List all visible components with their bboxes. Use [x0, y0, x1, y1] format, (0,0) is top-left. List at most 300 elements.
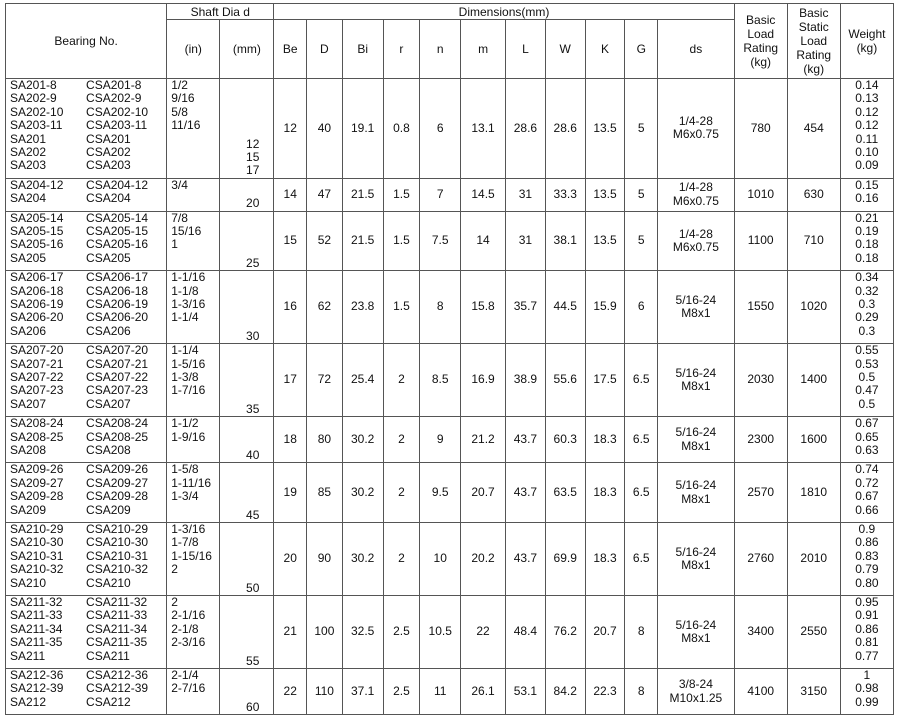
dim-r: 2 — [383, 344, 420, 417]
weight — [840, 417, 893, 463]
sa-bearing-no — [6, 463, 83, 523]
shaft-dia-mm — [220, 417, 274, 463]
sa-bearing-no-line: SA206-17 — [10, 270, 64, 285]
dim-w: 44.5 — [545, 271, 585, 344]
shaft-dia-in-line: 1-3/16 — [171, 522, 206, 536]
csa-bearing-no-line: CSA211-32 — [86, 595, 148, 609]
csa-bearing-no-line: CSA206-18 — [86, 283, 149, 298]
dim-be: 20 — [274, 522, 307, 595]
shaft-dia-in — [167, 522, 220, 595]
csa-bearing-no-line: CSA206-19 — [86, 296, 149, 311]
csa-bearing-no-line: CSA206-20 — [86, 310, 149, 325]
shaft-dia-in-line: 1-11/16 — [171, 475, 212, 490]
dim-be: 14 — [274, 178, 307, 211]
dim-ds-line: M8x1 — [681, 491, 711, 506]
dim-ds — [658, 595, 735, 668]
sa-bearing-no-line: SA203-11 — [10, 118, 63, 133]
shaft-dia-mm — [220, 211, 274, 271]
shaft-dia-in — [167, 595, 220, 668]
shaft-dia-in-line: 1-1/16 — [171, 270, 206, 285]
dim-d: 52 — [307, 211, 343, 271]
sa-bearing-no-line: SA211 — [10, 648, 46, 663]
dim-bi: 32.5 — [342, 595, 383, 668]
basic-load-rating: 2760 — [734, 522, 787, 595]
sa-bearing-no-line: SA205-15 — [10, 223, 64, 238]
dim-m: 21.2 — [461, 417, 506, 463]
sa-bearing-no-line: SA208-25 — [10, 429, 64, 444]
dim-m: 14.5 — [461, 178, 506, 211]
basic-static-load-rating: 2010 — [787, 522, 840, 595]
weight-line: 0.67 — [855, 416, 879, 431]
weight-line: 0.67 — [855, 489, 879, 504]
dim-d: 62 — [307, 271, 343, 344]
header-shaft-dia: Shaft Dia d — [167, 4, 274, 20]
dim-m: 14 — [461, 211, 506, 271]
table-row — [6, 344, 894, 417]
dim-w: 69.9 — [545, 522, 585, 595]
dim-m: 22 — [461, 595, 506, 668]
dim-w: 60.3 — [545, 417, 585, 463]
shaft-dia-in — [167, 463, 220, 523]
sa-bearing-no-line: SA210 — [10, 575, 47, 590]
header-col-w: W — [545, 20, 585, 79]
dim-bi: 21.5 — [342, 178, 383, 211]
dim-ds — [658, 178, 735, 211]
dim-be: 12 — [274, 79, 307, 179]
shaft-dia-in-line: 1-3/8 — [171, 369, 199, 384]
shaft-dia-in-line: 2-1/4 — [171, 668, 199, 682]
dim-n: 6 — [420, 79, 461, 179]
sa-bearing-no-line: SA212-36 — [10, 668, 64, 682]
weight-line: 1 — [863, 668, 871, 682]
dim-l: 43.7 — [506, 522, 546, 595]
dim-be: 15 — [274, 211, 307, 271]
dim-n: 7.5 — [420, 211, 461, 271]
basic-static-load-rating: 630 — [787, 178, 840, 211]
dim-d: 100 — [307, 595, 343, 668]
shaft-dia-in-line: 1-9/16 — [171, 429, 206, 444]
table-row — [6, 178, 894, 211]
weight — [840, 522, 893, 595]
sa-bearing-no-line: SA201-8 — [10, 78, 57, 92]
weight-line: 0.11 — [855, 131, 879, 146]
csa-bearing-no-line: CSA205-15 — [86, 223, 149, 238]
basic-load-rating: 2570 — [734, 463, 787, 523]
sa-bearing-no-line: SA211-32 — [10, 595, 63, 609]
dim-r: 1.5 — [383, 271, 420, 344]
csa-bearing-no-line: CSA208-25 — [86, 429, 149, 444]
csa-bearing-no-line: CSA211-33 — [86, 608, 148, 623]
dim-ds-line: 1/4-28 — [678, 226, 713, 241]
csa-bearing-no — [82, 79, 167, 179]
basic-static-load-rating: 1400 — [787, 344, 840, 417]
dim-m: 16.9 — [461, 344, 506, 417]
csa-bearing-no-line: CSA201-8 — [86, 78, 142, 92]
csa-bearing-no-line: CSA207-22 — [86, 369, 149, 384]
dim-l: 43.7 — [506, 463, 546, 523]
dim-w: 28.6 — [545, 79, 585, 179]
weight — [840, 668, 893, 714]
weight-line: 0.9 — [858, 522, 876, 536]
csa-bearing-no-line: CSA210-31 — [86, 548, 149, 563]
sa-bearing-no-line: SA212-39 — [10, 681, 64, 696]
header-col-bi: Bi — [342, 20, 383, 79]
shaft-dia-in — [167, 668, 220, 714]
shaft-dia-mm — [220, 463, 274, 523]
weight-line: 0.65 — [855, 429, 879, 444]
shaft-dia-mm-line: 30 — [246, 328, 260, 343]
header-bearing-no: Bearing No. — [6, 4, 167, 79]
dim-m: 20.2 — [461, 522, 506, 595]
dim-ds — [658, 344, 735, 417]
dim-l: 28.6 — [506, 79, 546, 179]
dim-be: 22 — [274, 668, 307, 714]
shaft-dia-mm — [220, 344, 274, 417]
shaft-dia-mm-line: 45 — [246, 507, 260, 522]
shaft-dia-in-line — [171, 192, 219, 205]
dim-be: 21 — [274, 595, 307, 668]
header-in: (in) — [167, 20, 220, 79]
weight-line: 0.91 — [855, 608, 879, 623]
dim-w: 33.3 — [545, 178, 585, 211]
weight-line: 0.32 — [855, 283, 879, 298]
weight-line: 0.86 — [855, 621, 879, 636]
shaft-dia-mm — [220, 271, 274, 344]
header-dimensions: Dimensions(mm) — [274, 4, 734, 20]
csa-bearing-no-line: CSA206 — [86, 323, 131, 338]
csa-bearing-no-line: CSA205-16 — [86, 237, 149, 252]
basic-static-load-rating: 2550 — [787, 595, 840, 668]
shaft-dia-in — [167, 211, 220, 271]
header-col-d: D — [307, 20, 343, 79]
sa-bearing-no-line: SA205 — [10, 250, 47, 265]
csa-bearing-no-line: CSA205-14 — [86, 211, 149, 225]
shaft-dia-in-line: 15/16 — [171, 223, 202, 238]
csa-bearing-no-line: CSA210-30 — [86, 535, 149, 550]
sa-bearing-no-line: SA209-28 — [10, 489, 64, 504]
csa-bearing-no-line: CSA209-27 — [86, 475, 149, 490]
shaft-dia-mm-line: 55 — [246, 653, 260, 668]
weight-line: 0.18 — [855, 237, 879, 252]
basic-load-rating: 1010 — [734, 178, 787, 211]
weight-line: 0.47 — [855, 383, 879, 398]
basic-static-load-rating: 710 — [787, 211, 840, 271]
weight — [840, 79, 893, 179]
dim-ds-line: 5/16-24 — [675, 292, 717, 307]
sa-bearing-no-line: SA210-29 — [10, 522, 64, 536]
csa-bearing-no-line: CSA202 — [86, 144, 131, 159]
weight-line: 0.86 — [855, 535, 879, 550]
weight-line: 0.29 — [855, 310, 879, 325]
sa-bearing-no — [6, 79, 83, 179]
sa-bearing-no-line: SA209-26 — [10, 462, 64, 477]
table-row — [6, 79, 894, 179]
shaft-dia-in — [167, 79, 220, 179]
dim-l: 31 — [506, 211, 546, 271]
dim-k: 20.7 — [585, 595, 625, 668]
basic-load-rating: 2300 — [734, 417, 787, 463]
dim-bi: 19.1 — [342, 79, 383, 179]
shaft-dia-mm-line: 40 — [246, 447, 260, 462]
csa-bearing-no-line: CSA205 — [86, 250, 131, 265]
dim-ds — [658, 668, 735, 714]
weight-line: 0.12 — [855, 118, 879, 133]
shaft-dia-mm-line: 25 — [246, 255, 260, 270]
shaft-dia-mm-line: 15 — [246, 150, 260, 165]
csa-bearing-no — [82, 463, 167, 523]
dim-w: 84.2 — [545, 668, 585, 714]
basic-static-load-rating: 1020 — [787, 271, 840, 344]
dim-r: 2 — [383, 417, 420, 463]
sa-bearing-no-line: SA204-12 — [10, 178, 64, 192]
shaft-dia-in-line: 1-1/2 — [171, 416, 199, 431]
weight-line: 0.72 — [855, 475, 879, 490]
weight-line: 0.16 — [855, 191, 879, 206]
weight — [840, 463, 893, 523]
csa-bearing-no-line: CSA204-12 — [86, 178, 149, 192]
dim-k: 13.5 — [585, 211, 625, 271]
sa-bearing-no-line: SA202-9 — [10, 91, 57, 106]
weight-line: 0.5 — [858, 369, 876, 384]
header-basic-static-load-rating: Basic Static Load Rating (kg) — [787, 4, 840, 79]
csa-bearing-no-line: CSA211 — [86, 648, 130, 663]
sa-bearing-no-line: SA212 — [10, 694, 47, 709]
dim-be: 16 — [274, 271, 307, 344]
sa-bearing-no — [6, 522, 83, 595]
sa-bearing-no-line: SA210-30 — [10, 535, 64, 550]
dim-ds — [658, 271, 735, 344]
dim-ds-line: 5/16-24 — [675, 617, 717, 632]
shaft-dia-in-line: 1-1/4 — [171, 343, 199, 358]
weight — [840, 595, 893, 668]
csa-bearing-no-line: CSA210-29 — [86, 522, 149, 536]
shaft-dia-in-line: 3/4 — [171, 178, 188, 192]
table-row — [6, 668, 894, 714]
sa-bearing-no-line: SA205-14 — [10, 211, 64, 225]
dim-d: 110 — [307, 668, 343, 714]
csa-bearing-no — [82, 344, 167, 417]
table-row — [6, 211, 894, 271]
dim-ds — [658, 79, 735, 179]
shaft-dia-in-line — [171, 146, 219, 159]
dim-l: 35.7 — [506, 271, 546, 344]
dim-g: 6.5 — [625, 522, 658, 595]
header-col-k: K — [585, 20, 625, 79]
csa-bearing-no-line: CSA207-20 — [86, 343, 149, 358]
dim-n: 8.5 — [420, 344, 461, 417]
dim-ds-line: 5/16-24 — [675, 478, 717, 493]
dim-be: 17 — [274, 344, 307, 417]
shaft-dia-in-line: 1-5/8 — [171, 462, 199, 477]
basic-load-rating: 2030 — [734, 344, 787, 417]
shaft-dia-in-line: 1-1/8 — [171, 283, 199, 298]
dim-g: 6.5 — [625, 463, 658, 523]
header-col-r: r — [383, 20, 420, 79]
weight-line: 0.19 — [855, 223, 879, 238]
sa-bearing-no-line: SA208 — [10, 442, 47, 457]
header-mm: (mm) — [220, 20, 274, 79]
weight-line: 0.95 — [855, 595, 879, 609]
dim-w: 63.5 — [545, 463, 585, 523]
table-row — [6, 271, 894, 344]
shaft-dia-in-line — [171, 252, 219, 265]
csa-bearing-no-line: CSA202-10 — [86, 104, 149, 119]
csa-bearing-no-line: CSA203 — [86, 158, 131, 173]
dim-d: 80 — [307, 417, 343, 463]
weight — [840, 178, 893, 211]
shaft-dia-in-line: 1-1/4 — [171, 310, 199, 325]
table-row — [6, 417, 894, 463]
shaft-dia-in-line: 1-5/16 — [171, 356, 206, 371]
sa-bearing-no-line: SA206-18 — [10, 283, 64, 298]
weight-line: 0.34 — [855, 270, 879, 285]
weight-line: 0.13 — [855, 91, 879, 106]
basic-load-rating: 1550 — [734, 271, 787, 344]
dim-g: 5 — [625, 211, 658, 271]
shaft-dia-mm — [220, 595, 274, 668]
basic-load-rating: 780 — [734, 79, 787, 179]
table-row — [6, 463, 894, 523]
sa-bearing-no — [6, 271, 83, 344]
sa-bearing-no-line: SA203 — [10, 158, 47, 173]
shaft-dia-in-line: 2-7/16 — [171, 681, 206, 696]
shaft-dia-in-line: 5/8 — [171, 104, 188, 119]
dim-n: 10 — [420, 522, 461, 595]
weight — [840, 211, 893, 271]
sa-bearing-no-line: SA206 — [10, 323, 47, 338]
dim-bi: 25.4 — [342, 344, 383, 417]
weight-line: 0.80 — [855, 575, 879, 590]
dim-ds-line: M6x0.75 — [672, 193, 719, 208]
csa-bearing-no-line: CSA207-21 — [86, 356, 149, 371]
dim-m: 13.1 — [461, 79, 506, 179]
dim-ds-line: M8x1 — [681, 379, 711, 394]
weight-line: 0.81 — [855, 635, 879, 650]
shaft-dia-in-line: 2 — [171, 562, 178, 577]
basic-load-rating: 3400 — [734, 595, 787, 668]
dim-bi: 30.2 — [342, 463, 383, 523]
dim-k: 18.3 — [585, 463, 625, 523]
dim-ds-line: 1/4-28 — [678, 180, 713, 195]
header-col-be: Be — [274, 20, 307, 79]
shaft-dia-in-line — [171, 133, 219, 146]
dim-ds — [658, 522, 735, 595]
dim-ds-line: 5/16-24 — [675, 425, 717, 440]
shaft-dia-in-line: 1-3/4 — [171, 489, 199, 504]
csa-bearing-no-line: CSA203-11 — [86, 118, 148, 133]
csa-bearing-no-line: CSA210-32 — [86, 562, 149, 577]
dim-w: 76.2 — [545, 595, 585, 668]
dim-ds-line: 5/16-24 — [675, 544, 717, 559]
header-weight: Weight (kg) — [840, 4, 893, 79]
bearing-spec-table — [5, 3, 894, 715]
sa-bearing-no-line: SA207 — [10, 396, 47, 411]
dim-d: 47 — [307, 178, 343, 211]
shaft-dia-mm-line: 17 — [246, 163, 260, 178]
dim-g: 5 — [625, 178, 658, 211]
sa-bearing-no-line: SA207-22 — [10, 369, 64, 384]
dim-d: 40 — [307, 79, 343, 179]
dim-l: 43.7 — [506, 417, 546, 463]
csa-bearing-no-line: CSA204 — [86, 191, 131, 206]
csa-bearing-no-line: CSA209 — [86, 502, 131, 517]
weight-line: 0.14 — [855, 78, 879, 92]
sa-bearing-no — [6, 178, 83, 211]
dim-k: 18.3 — [585, 417, 625, 463]
dim-r: 2.5 — [383, 595, 420, 668]
shaft-dia-mm — [220, 668, 274, 714]
sa-bearing-no-line: SA205-16 — [10, 237, 64, 252]
shaft-dia-in-line: 7/8 — [171, 211, 188, 225]
csa-bearing-no-line: CSA208-24 — [86, 416, 149, 431]
csa-bearing-no-line: CSA209-28 — [86, 489, 149, 504]
csa-bearing-no-line: CSA209-26 — [86, 462, 149, 477]
sa-bearing-no-line: SA211-35 — [10, 635, 63, 650]
dim-k: 22.3 — [585, 668, 625, 714]
csa-bearing-no-line: CSA206-17 — [86, 270, 149, 285]
dim-n: 9 — [420, 417, 461, 463]
dim-m: 15.8 — [461, 271, 506, 344]
dim-be: 19 — [274, 463, 307, 523]
dim-w: 38.1 — [545, 211, 585, 271]
csa-bearing-no — [82, 522, 167, 595]
csa-bearing-no — [82, 211, 167, 271]
weight-line: 0.53 — [855, 356, 879, 371]
shaft-dia-in — [167, 178, 220, 211]
sa-bearing-no-line: SA207-23 — [10, 383, 64, 398]
dim-l: 53.1 — [506, 668, 546, 714]
sa-bearing-no-line: SA202 — [10, 144, 47, 159]
dim-bi: 23.8 — [342, 271, 383, 344]
dim-ds — [658, 211, 735, 271]
table-row — [6, 522, 894, 595]
shaft-dia-in-line — [171, 577, 219, 590]
weight-line: 0.09 — [855, 158, 879, 173]
csa-bearing-no-line: CSA210 — [86, 575, 131, 590]
dim-n: 8 — [420, 271, 461, 344]
shaft-dia-in-line: 1-7/16 — [171, 383, 206, 398]
shaft-dia-mm-line: 60 — [246, 699, 260, 714]
dim-bi: 21.5 — [342, 211, 383, 271]
sa-bearing-no — [6, 668, 83, 714]
shaft-dia-mm-line: 12 — [246, 136, 260, 151]
shaft-dia-in-line: 11/16 — [171, 118, 201, 133]
basic-static-load-rating: 454 — [787, 79, 840, 179]
dim-ds-line: 5/16-24 — [675, 365, 717, 380]
dim-ds-line: M6x0.75 — [672, 127, 719, 142]
shaft-dia-in-line: 2 — [171, 595, 178, 609]
sa-bearing-no-line: SA204 — [10, 191, 47, 206]
dim-ds-line: M8x1 — [681, 306, 711, 321]
dim-g: 6.5 — [625, 344, 658, 417]
header-col-m: m — [461, 20, 506, 79]
weight-line: 0.99 — [855, 694, 879, 709]
shaft-dia-in-line: 1-3/16 — [171, 296, 206, 311]
csa-bearing-no — [82, 417, 167, 463]
sa-bearing-no-line: SA210-31 — [10, 548, 64, 563]
dim-k: 13.5 — [585, 79, 625, 179]
weight-line: 0.66 — [855, 502, 879, 517]
dim-bi: 30.2 — [342, 522, 383, 595]
dim-g: 6 — [625, 271, 658, 344]
csa-bearing-no — [82, 271, 167, 344]
dim-bi: 30.2 — [342, 417, 383, 463]
dim-r: 1.5 — [383, 211, 420, 271]
weight-line: 0.12 — [855, 104, 879, 119]
header-col-ds: ds — [658, 20, 735, 79]
dim-n: 11 — [420, 668, 461, 714]
csa-bearing-no-line: CSA208 — [86, 442, 131, 457]
